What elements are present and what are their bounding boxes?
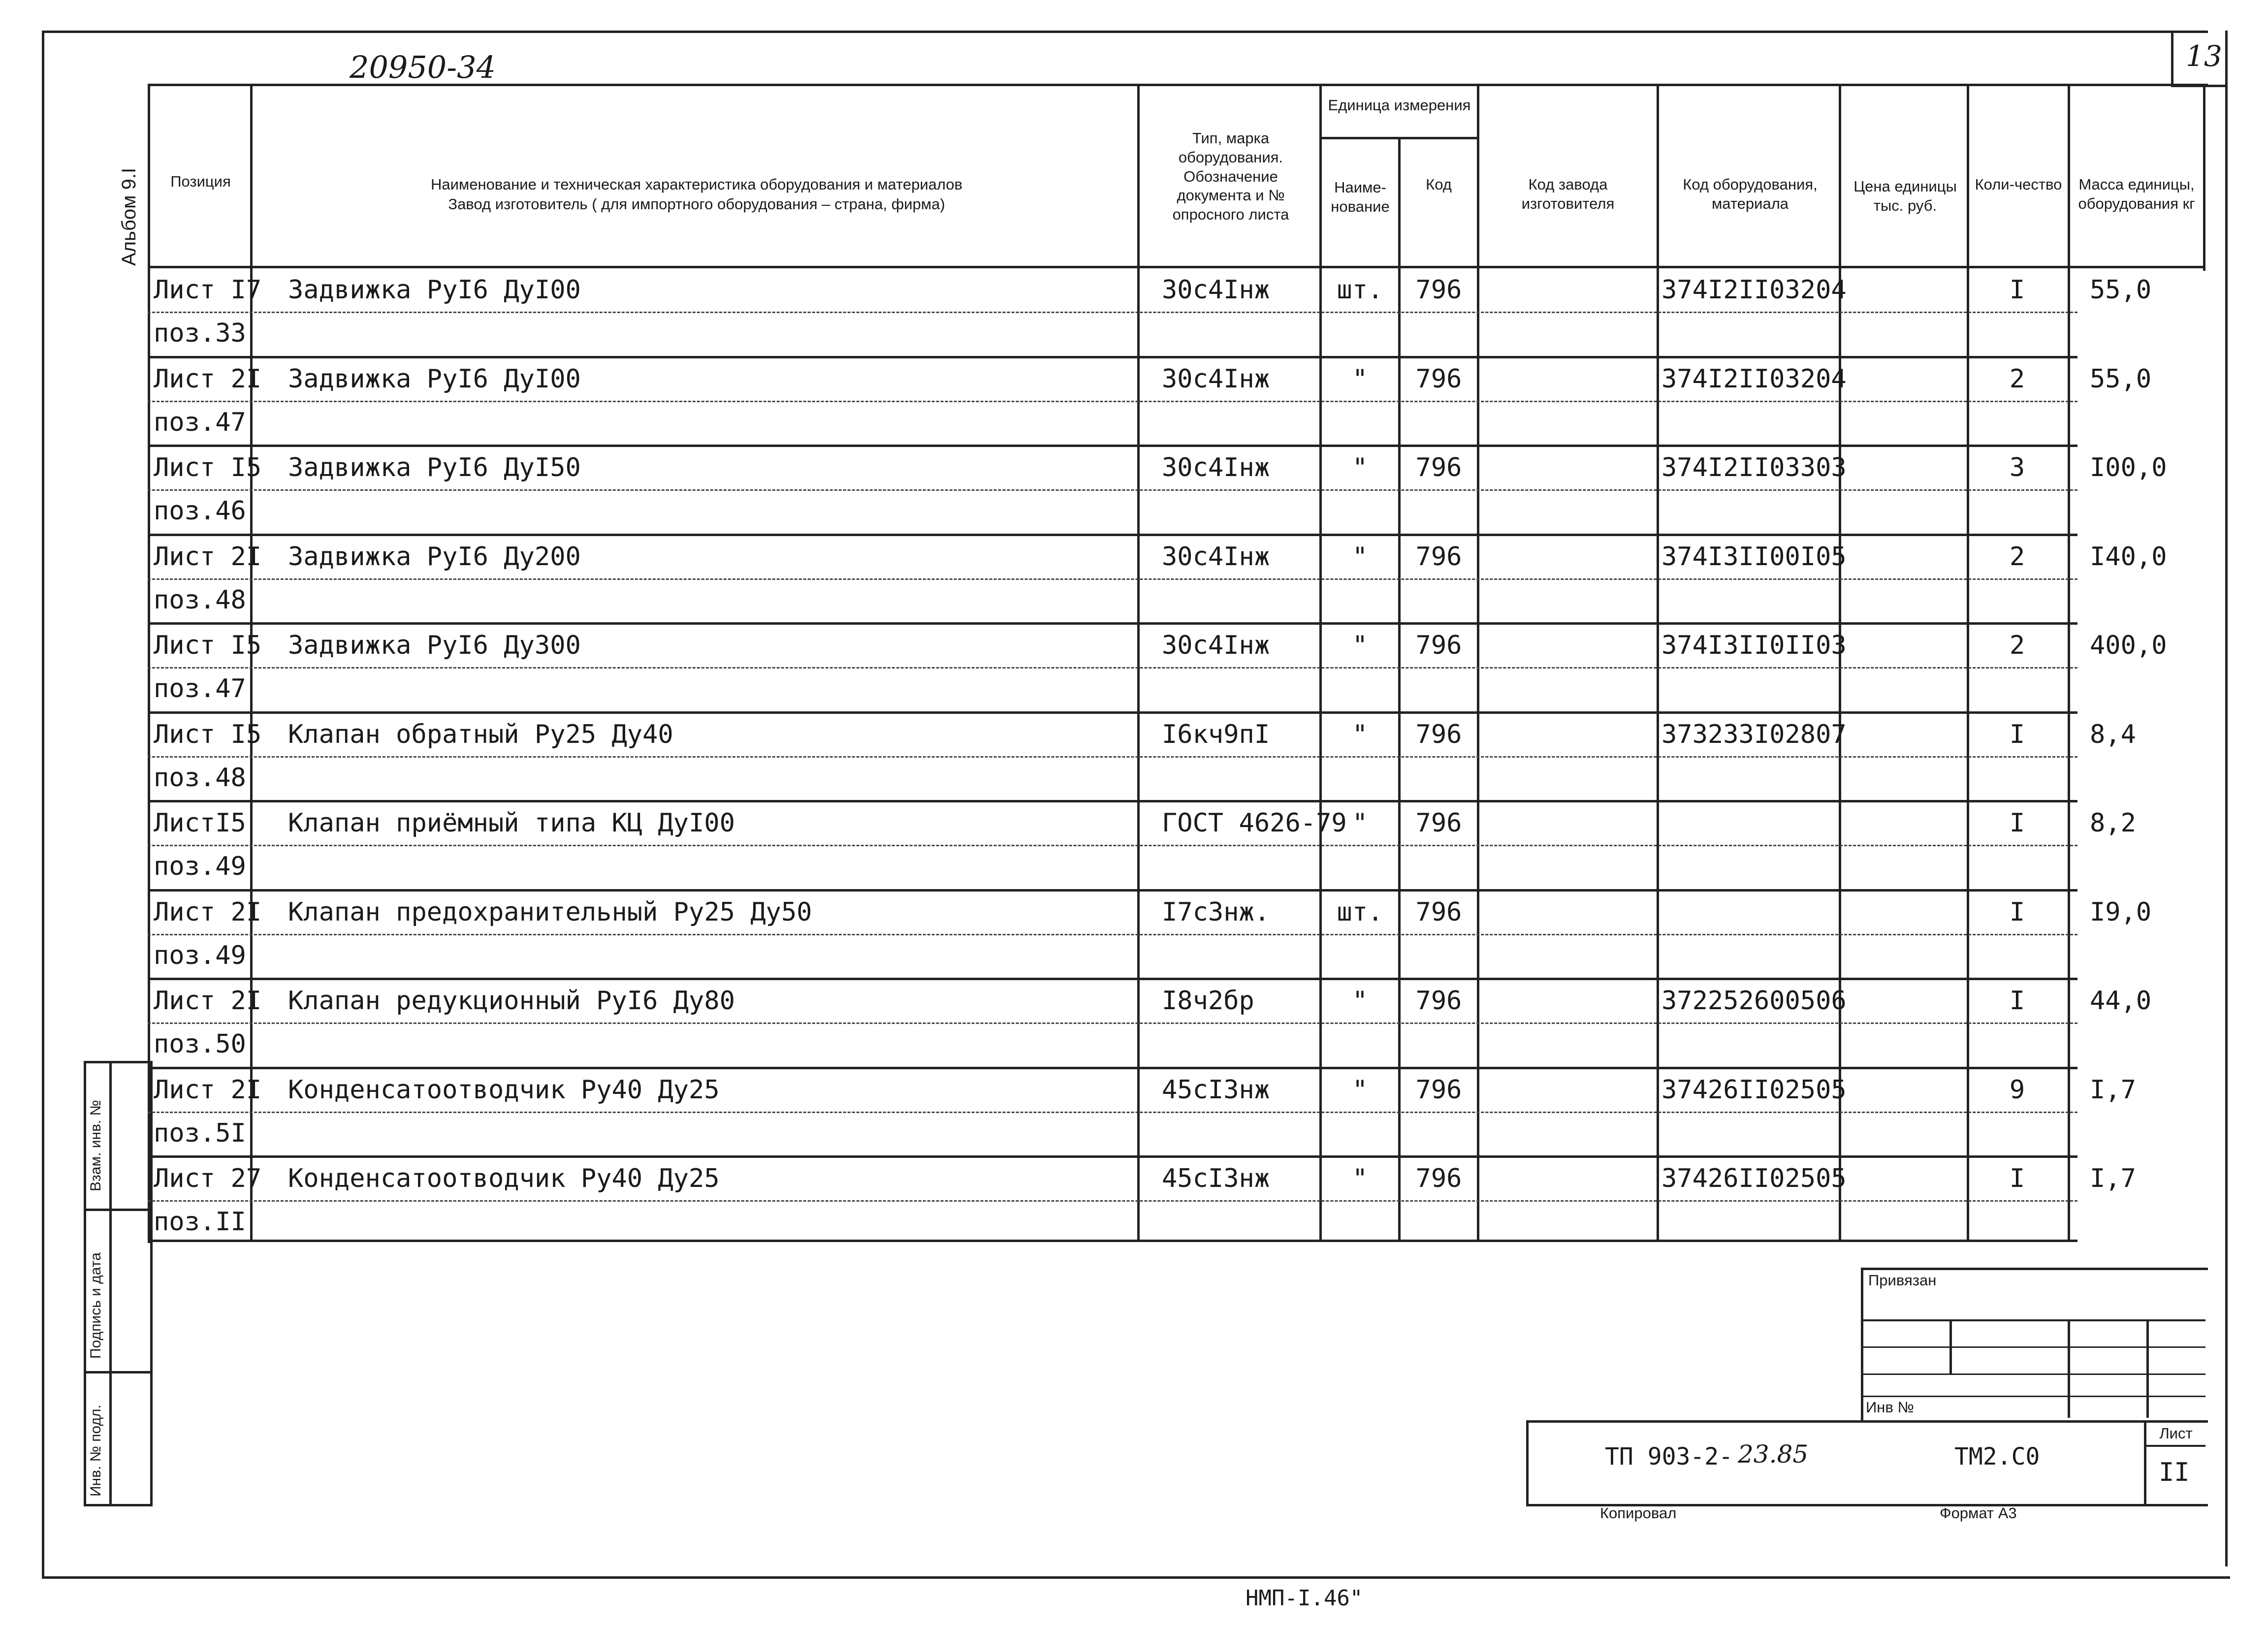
row-half-separator [148, 756, 2077, 758]
row-half-separator [148, 845, 2077, 846]
row-unit: " [1352, 986, 1368, 1016]
row-type: I7с3нж. [1162, 897, 1270, 927]
row-half-separator [148, 1200, 2077, 1202]
row-type: 30с4Iнж [1162, 631, 1270, 660]
row-separator [148, 534, 2077, 536]
row-position-item: поз.47 [154, 674, 246, 703]
header-unit-code: Код [1426, 176, 1452, 193]
row-unit: " [1352, 542, 1368, 572]
doc-number: 20950-34 [350, 49, 496, 85]
row-position-sheet: Лист I5 [154, 719, 262, 749]
row-mass: 55,0 [2090, 275, 2152, 305]
format-label: Формат А3 [1940, 1504, 2017, 1522]
row-name: Клапан обратный Ру25 Ду40 [288, 719, 673, 749]
row-quantity: 2 [2009, 364, 2025, 394]
row-type: 45сI3нж [1162, 1164, 1270, 1193]
row-separator [148, 711, 2077, 714]
side-stamp-divider [109, 1061, 112, 1504]
privyazan-col-2 [2068, 1319, 2070, 1418]
row-position-item: поз.46 [154, 496, 246, 526]
row-quantity: I [2009, 275, 2025, 305]
row-equipment-code: 374I3II00I05 [1661, 542, 1847, 572]
row-equipment-code: 37426II02505 [1661, 1164, 1847, 1193]
row-unit-code: 796 [1415, 897, 1462, 927]
row-position-sheet: ЛистI5 [154, 808, 246, 838]
row-name: Задвижка РуI6 ДуI00 [288, 364, 581, 394]
row-quantity: I [2009, 1164, 2025, 1193]
row-half-separator [148, 401, 2077, 402]
row-name: Клапан предохранительный Ру25 Ду50 [288, 897, 812, 927]
title-code-handwritten: 23.85 [1738, 1440, 1809, 1468]
row-equipment-code: 372252600506 [1661, 986, 1847, 1016]
row-unit: " [1352, 808, 1368, 838]
row-equipment-code: 374I2II03303 [1661, 453, 1847, 482]
row-quantity: I [2009, 719, 2025, 749]
row-unit-code: 796 [1415, 1164, 1462, 1193]
row-name: Клапан приёмный типа КЦ ДуI00 [288, 808, 735, 838]
privyazan-row-1 [1861, 1319, 2205, 1321]
inv-label: Инв № [1866, 1399, 1914, 1416]
row-position-sheet: Лист I5 [154, 631, 262, 660]
privyazan-label: Привязан [1868, 1272, 1937, 1289]
row-position-item: поз.50 [154, 1029, 246, 1059]
header-bottom-line [148, 266, 2205, 268]
row-unit-code: 796 [1415, 631, 1462, 660]
row-type: I6кч9пI [1162, 719, 1270, 749]
col-line-unit-name [1398, 138, 1401, 1241]
header-name-line2: Завод изготовитель ( для импортного оборудования – страна, фирма) [448, 195, 945, 213]
row-position-item: поз.47 [154, 407, 246, 437]
header-price: Цена единицы тыс. руб. [1853, 178, 1957, 214]
list-number: II [2159, 1458, 2190, 1487]
row-position-item: поз.48 [154, 585, 246, 615]
frame-right-border [2225, 31, 2228, 1566]
privyazan-row-4 [1861, 1396, 2205, 1397]
row-mass: 55,0 [2090, 364, 2152, 394]
row-unit: шт. [1337, 897, 1383, 927]
row-mass: I,7 [2090, 1164, 2136, 1193]
row-equipment-code: 37426II02505 [1661, 1075, 1847, 1105]
album-label: Альбом 9.I [118, 167, 140, 266]
header-qty: Коли-чество [1975, 176, 2062, 193]
row-type: 30с4Iнж [1162, 364, 1270, 394]
row-name: Клапан редукционный РуI6 Ду80 [288, 986, 735, 1016]
row-position-item: поз.5I [154, 1118, 246, 1148]
row-type: 30с4Iнж [1162, 275, 1270, 305]
header-position: Позиция [170, 173, 231, 190]
row-position-sheet: Лист 2I [154, 986, 262, 1016]
row-half-separator [148, 312, 2077, 313]
header-equip-code: Код оборудования, материала [1683, 176, 1818, 212]
row-unit: шт. [1337, 275, 1383, 305]
row-position-sheet: Лист I5 [154, 453, 262, 482]
row-unit-code: 796 [1415, 275, 1462, 305]
side-stamp-sep-1 [84, 1209, 150, 1211]
title-block-list-sep [2144, 1445, 2205, 1447]
row-unit: " [1352, 631, 1368, 660]
header-unit: Единица измерения [1328, 96, 1471, 114]
sheet-code: ТМ2.С0 [1954, 1443, 2040, 1470]
header-mass: Масса единицы, оборудования кг [2078, 176, 2195, 212]
row-half-separator [148, 934, 2077, 935]
row-unit: " [1352, 453, 1368, 482]
row-position-sheet: Лист 27 [154, 1164, 262, 1193]
row-separator [148, 889, 2077, 892]
row-equipment-code: 373233I02807 [1661, 719, 1847, 749]
row-unit-code: 796 [1415, 1075, 1462, 1105]
row-position-item: поз.II [154, 1207, 246, 1237]
row-half-separator [148, 667, 2077, 669]
table-bottom-line [148, 1240, 2077, 1242]
table-outline [148, 84, 2208, 1243]
row-mass: 400,0 [2090, 631, 2167, 660]
row-separator [148, 622, 2077, 625]
row-unit: " [1352, 364, 1368, 394]
row-name: Конденсатоотводчик Ру40 Ду25 [288, 1075, 720, 1105]
row-half-separator [148, 578, 2077, 580]
row-separator [148, 1067, 2077, 1069]
row-position-sheet: Лист 2I [154, 542, 262, 572]
row-unit-code: 796 [1415, 542, 1462, 572]
row-equipment-code: 374I2II03204 [1661, 275, 1847, 305]
row-separator [148, 800, 2077, 802]
header-type: Тип, марка оборудования. Обозначение документа и № опросного листа [1172, 129, 1289, 223]
row-unit: " [1352, 719, 1368, 749]
row-separator [148, 1155, 2077, 1158]
row-half-separator [148, 1022, 2077, 1024]
row-name: Задвижка РуI6 ДуI50 [288, 453, 581, 482]
row-separator [148, 445, 2077, 447]
row-unit: " [1352, 1164, 1368, 1193]
privyazan-row-3 [1861, 1373, 2205, 1375]
title-code: ТП 903-2- [1605, 1443, 1733, 1470]
bottom-code: НМП-I.46" [1246, 1586, 1363, 1611]
privyazan-row-2 [1861, 1346, 2205, 1348]
row-quantity: 9 [2009, 1075, 2025, 1105]
frame-top-border [42, 31, 2208, 33]
header-name-line1: Наименование и техническая характеристика оборудования и материалов [430, 176, 963, 193]
side-stamp-sep-2 [84, 1371, 150, 1373]
row-half-separator [148, 489, 2077, 491]
row-quantity: 3 [2009, 453, 2025, 482]
copied-label: Копировал [1600, 1504, 1677, 1522]
row-mass: I9,0 [2090, 897, 2152, 927]
row-unit-code: 796 [1415, 364, 1462, 394]
privyazan-col-3 [2146, 1319, 2149, 1418]
row-separator [148, 978, 2077, 980]
row-quantity: I [2009, 986, 2025, 1016]
side-stamp-replacement: Взам. инв. № [88, 1100, 104, 1191]
row-position-item: поз.49 [154, 940, 246, 970]
row-mass: 8,2 [2090, 808, 2136, 838]
row-position-sheet: Лист I7 [154, 275, 262, 305]
row-position-item: поз.33 [154, 319, 246, 348]
row-position-sheet: Лист 2I [154, 364, 262, 394]
row-unit-code: 796 [1415, 453, 1462, 482]
row-position-sheet: Лист 2I [154, 1075, 262, 1105]
row-type: 45сI3нж [1162, 1075, 1270, 1105]
unit-group-line [1319, 137, 1477, 139]
row-name: Конденсатоотводчик Ру40 Ду25 [288, 1164, 720, 1193]
col-line-mass [2203, 84, 2205, 271]
row-type: 30с4Iнж [1162, 542, 1270, 572]
row-unit-code: 796 [1415, 719, 1462, 749]
row-separator [148, 356, 2077, 358]
row-mass: 44,0 [2090, 986, 2152, 1016]
side-stamp-signature: Подпись и дата [88, 1252, 104, 1359]
row-mass: 8,4 [2090, 719, 2136, 749]
row-type: ГОСТ 4626-79 [1162, 808, 1347, 838]
row-quantity: 2 [2009, 631, 2025, 660]
row-type: 30с4Iнж [1162, 453, 1270, 482]
row-half-separator [148, 1112, 2077, 1113]
row-name: Задвижка РуI6 Ду300 [288, 631, 581, 660]
corner-sheet-number: 13 [2186, 39, 2222, 73]
row-unit-code: 796 [1415, 808, 1462, 838]
row-equipment-code: 374I3II0II03 [1661, 631, 1847, 660]
header-factory-code: Код завода изготовителя [1521, 176, 1615, 212]
row-equipment-code: 374I2II03204 [1661, 364, 1847, 394]
header-unit-name: Наиме-нование [1331, 179, 1390, 215]
row-mass: I,7 [2090, 1075, 2136, 1105]
row-name: Задвижка РуI6 ДуI00 [288, 275, 581, 305]
list-label: Лист [2159, 1425, 2193, 1442]
row-quantity: I [2009, 897, 2025, 927]
row-type: I8ч2бр [1162, 986, 1254, 1016]
row-quantity: I [2009, 808, 2025, 838]
row-position-item: поз.49 [154, 852, 246, 881]
row-position-sheet: Лист 2I [154, 897, 262, 927]
privyazan-col-1 [1949, 1319, 1952, 1373]
row-unit: " [1352, 1075, 1368, 1105]
row-mass: I40,0 [2090, 542, 2167, 572]
title-block-divider [2144, 1420, 2146, 1504]
side-stamp-inventory: Инв. № подл. [88, 1405, 104, 1497]
row-name: Задвижка РуI6 Ду200 [288, 542, 581, 572]
row-position-item: поз.48 [154, 763, 246, 793]
row-unit-code: 796 [1415, 986, 1462, 1016]
row-mass: I00,0 [2090, 453, 2167, 482]
row-quantity: 2 [2009, 542, 2025, 572]
